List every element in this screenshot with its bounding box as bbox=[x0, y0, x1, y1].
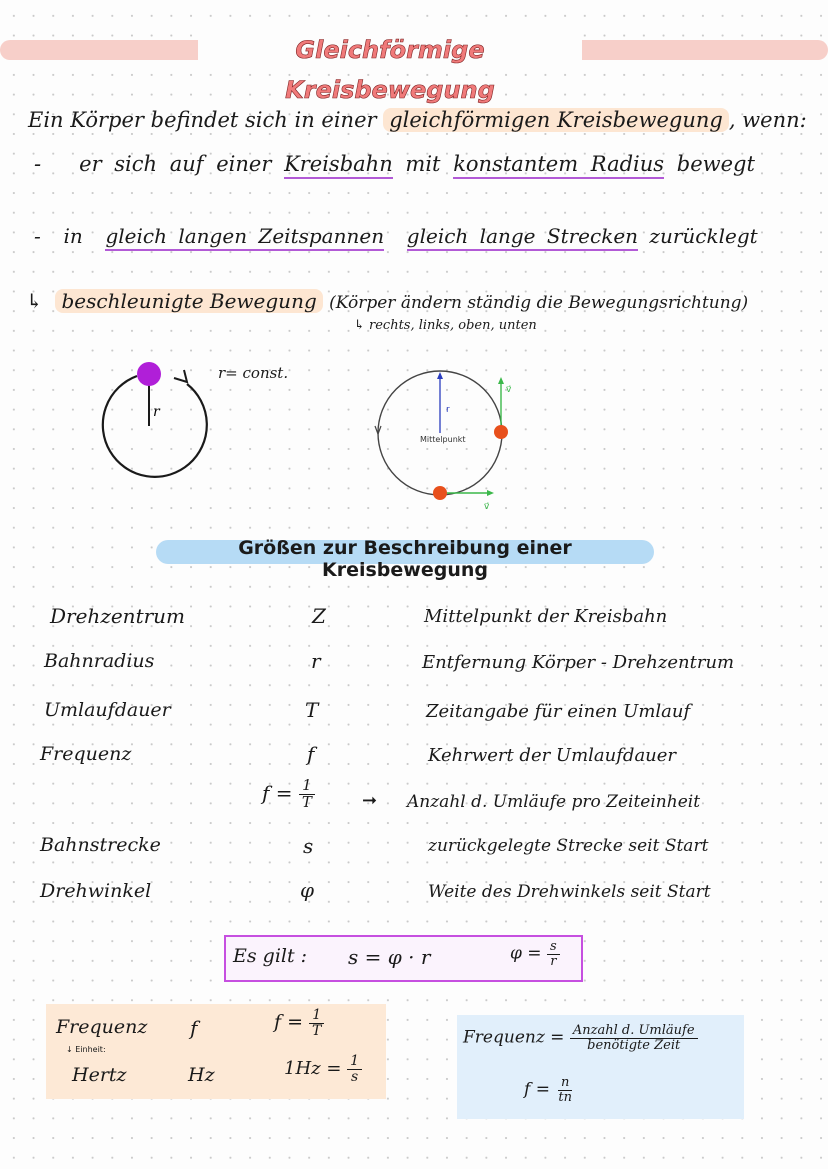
fraction-numerator: 1 bbox=[347, 1054, 362, 1070]
quantity-desc: Weite des Drehwinkels seit Start bbox=[428, 882, 711, 902]
bullet-text: zurücklegt bbox=[649, 224, 758, 248]
unit-note: ↓ Einheit: bbox=[66, 1045, 106, 1054]
fraction bbox=[570, 1024, 698, 1052]
quantity-symbol: Z bbox=[312, 604, 326, 628]
underlined-konstantem-radius: konstantem Radius bbox=[453, 152, 664, 179]
unit-name: Hertz bbox=[72, 1064, 127, 1086]
formula-s: s = φ · r bbox=[348, 945, 431, 969]
bullet-dash: - bbox=[34, 152, 42, 176]
quantity-symbol: φ bbox=[300, 878, 315, 902]
r-const-label: r= const. bbox=[218, 364, 289, 382]
center-label: Mittelpunkt bbox=[420, 435, 466, 444]
quantity-desc: Kehrwert der Umlaufdauer bbox=[428, 745, 677, 766]
intro-text: Ein Körper befindet sich in einer bbox=[28, 108, 377, 132]
underlined-gleich-lange-strecken: gleich lange Strecken bbox=[407, 224, 638, 251]
box-frequency-formula bbox=[274, 1008, 324, 1038]
accel-line bbox=[26, 289, 748, 313]
radius-label: r bbox=[153, 404, 160, 420]
quantity-name: Umlaufdauer bbox=[44, 699, 171, 721]
es-gilt-label: Es gilt : bbox=[233, 945, 308, 967]
intro-text-end: , wenn: bbox=[728, 108, 807, 132]
fraction-numerator: n bbox=[558, 1076, 572, 1091]
accel-note: (Körper ändern ständig die Bewegungsrichtung) bbox=[329, 293, 749, 313]
fraction bbox=[555, 1076, 575, 1104]
quantity-desc: zurückgelegte Strecke seit Start bbox=[428, 836, 709, 856]
frequency-definition bbox=[463, 1024, 698, 1052]
circular-path bbox=[103, 376, 207, 477]
formula-lhs: φ = bbox=[510, 943, 542, 964]
fraction-numerator: s bbox=[547, 940, 560, 955]
radius-arrow-icon bbox=[437, 372, 443, 379]
circle-diagram-2 bbox=[372, 364, 512, 514]
box-frequency-name: Frequenz bbox=[56, 1016, 148, 1038]
bullet-text: er sich auf einer bbox=[79, 152, 272, 176]
velocity-arrow-icon bbox=[498, 377, 504, 384]
fraction-denominator: r bbox=[550, 953, 557, 969]
quantity-desc: Zeitangabe für einen Umlauf bbox=[426, 701, 691, 722]
quantity-desc: Mittelpunkt der Kreisbahn bbox=[424, 606, 668, 627]
fraction bbox=[547, 940, 560, 968]
bullet-dash: - bbox=[34, 224, 41, 248]
highlight-gleichfoermige-kreisbewegung: gleichförmigen Kreisbewegung bbox=[383, 108, 729, 132]
formula-lhs: f = bbox=[274, 1011, 303, 1034]
unit-formula bbox=[284, 1054, 362, 1084]
fraction-numerator: Anzahl d. Umläufe bbox=[570, 1024, 698, 1039]
frequency-desc: Anzahl d. Umläufe pro Zeiteinheit bbox=[407, 792, 701, 812]
section-title: Größen zur Beschreibung einer Kreisbewegung bbox=[238, 537, 572, 581]
fraction-numerator: 1 bbox=[299, 778, 315, 795]
quantity-symbol: f bbox=[307, 742, 315, 766]
fraction-numerator: 1 bbox=[309, 1008, 324, 1024]
velocity-arrow-icon bbox=[487, 490, 494, 496]
arrow-icon: ↳ bbox=[26, 289, 43, 313]
fraction-denominator: benötigte Zeit bbox=[587, 1037, 681, 1053]
formula-lhs: 1Hz = bbox=[284, 1058, 342, 1080]
quantity-desc: Entfernung Körper - Drehzentrum bbox=[422, 652, 735, 673]
bullet-text: bewegt bbox=[676, 152, 755, 176]
page-title: Gleichförmige Kreisbewegung bbox=[198, 30, 582, 70]
quantity-name: Bahnstrecke bbox=[40, 834, 161, 856]
box-frequency-symbol: f bbox=[190, 1016, 198, 1040]
arrow-right-icon: ➞ bbox=[362, 790, 378, 811]
unit-symbol: Hz bbox=[188, 1064, 215, 1086]
formula-lhs: f = bbox=[524, 1079, 550, 1100]
velocity-label-top: v⃗ bbox=[506, 385, 512, 395]
frequency-formula bbox=[262, 778, 315, 811]
fraction-denominator: T bbox=[312, 1022, 322, 1039]
bullet-text: in bbox=[63, 224, 83, 248]
bullet-2 bbox=[34, 224, 758, 248]
bullet-text: mit bbox=[405, 152, 441, 176]
velocity-label-bottom: v⃗ bbox=[484, 502, 490, 512]
fraction bbox=[309, 1008, 324, 1038]
quantity-name: Drehzentrum bbox=[50, 604, 186, 628]
quantity-name: Drehwinkel bbox=[40, 880, 152, 902]
intro-line bbox=[28, 108, 807, 132]
bullet-1 bbox=[34, 152, 755, 176]
fraction-denominator: s bbox=[351, 1068, 359, 1085]
frequency-short-formula bbox=[524, 1076, 575, 1104]
underlined-kreisbahn: Kreisbahn bbox=[284, 152, 393, 179]
fraction bbox=[347, 1054, 362, 1084]
fraction-denominator: T bbox=[301, 792, 312, 811]
body-dot bbox=[137, 362, 161, 386]
quantity-symbol: s bbox=[303, 834, 314, 858]
quantity-symbol: r bbox=[311, 649, 321, 673]
fraction bbox=[299, 778, 315, 811]
direction-arrow-icon bbox=[174, 370, 187, 382]
formula-lhs: Frequenz = bbox=[463, 1027, 565, 1048]
radius-label: r bbox=[446, 405, 450, 415]
body-dot-bottom bbox=[433, 486, 447, 500]
quantity-name: Frequenz bbox=[40, 743, 132, 765]
quantity-name: Bahnradius bbox=[44, 650, 155, 672]
formula-lhs: f = bbox=[262, 780, 293, 805]
highlight-beschleunigte-bewegung: beschleunigte Bewegung bbox=[55, 289, 322, 313]
body-dot-right bbox=[494, 425, 508, 439]
formula-phi bbox=[510, 940, 560, 968]
quantity-symbol: T bbox=[305, 698, 319, 722]
fraction-denominator: tn bbox=[558, 1089, 572, 1105]
accel-subnote: ↳ rechts, links, oben, unten bbox=[354, 318, 537, 333]
underlined-gleich-langen-zeitspannen: gleich langen Zeitspannen bbox=[105, 224, 384, 251]
